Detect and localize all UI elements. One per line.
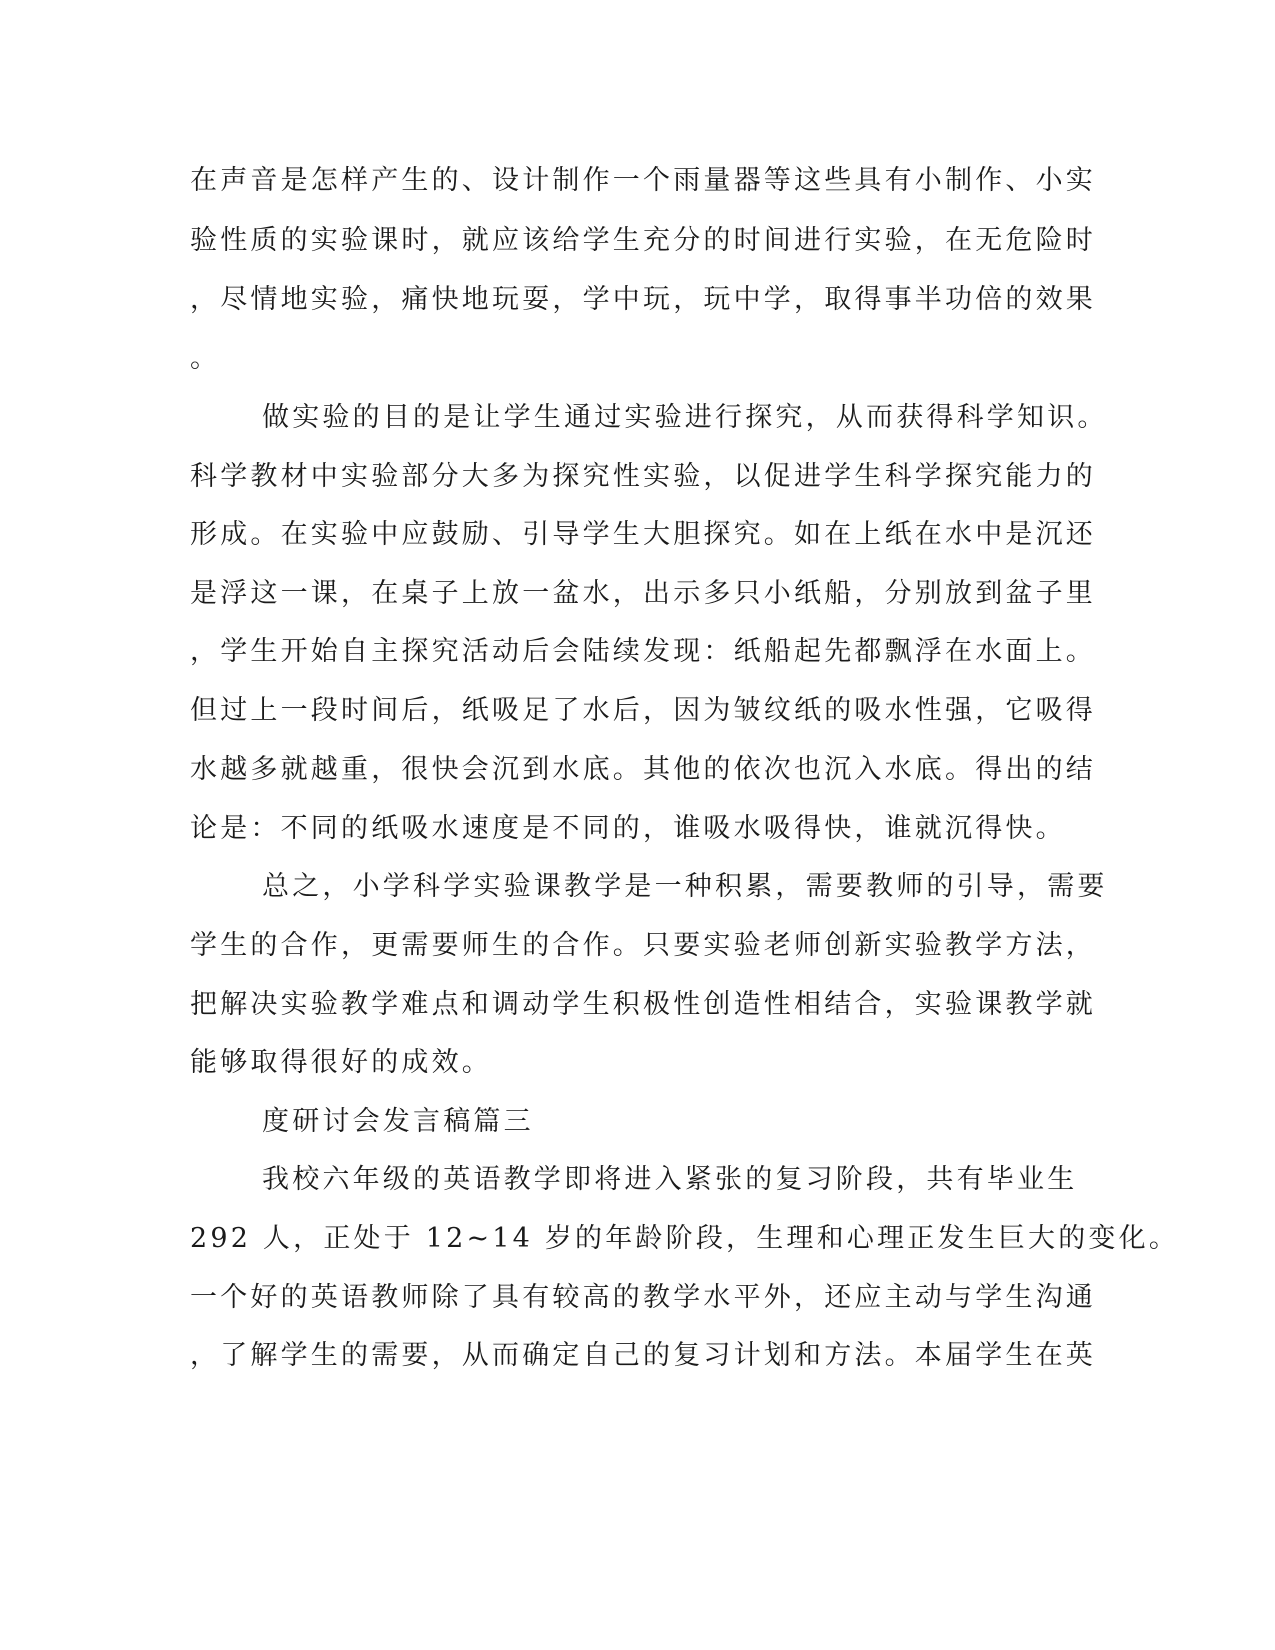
text-line: 一个好的英语教师除了具有较高的教学水平外，还应主动与学生沟通	[190, 1282, 1096, 1313]
text-line: ，学生开始自主探究活动后会陆续发现：纸船起先都飘浮在水面上。	[190, 636, 1096, 667]
text-line: 学生的合作，更需要师生的合作。只要实验老师创新实验教学方法，	[190, 930, 1096, 961]
text-line: 在声音是怎样产生的、设计制作一个雨量器等这些具有小制作、小实	[190, 165, 1096, 196]
text-line: 但过上一段时间后，纸吸足了水后，因为皱纹纸的吸水性强，它吸得	[190, 695, 1096, 726]
text-line: 验性质的实验课时，就应该给学生充分的时间进行实验，在无危险时	[190, 225, 1096, 256]
text-line: 水越多就越重，很快会沉到水底。其他的依次也沉入水底。得出的结	[190, 754, 1096, 785]
paragraph-first-line: 我校六年级的英语教学即将进入紧张的复习阶段，共有毕业生	[262, 1164, 1078, 1195]
section-heading: 度研讨会发言稿篇三	[262, 1106, 534, 1137]
text-line: 形成。在实验中应鼓励、引导学生大胆探究。如在上纸在水中是沉还	[190, 519, 1096, 550]
paragraph-first-line: 做实验的目的是让学生通过实验进行探究，从而获得科学知识。	[262, 402, 1108, 433]
text-line: 科学教材中实验部分大多为探究性实验，以促进学生科学探究能力的	[190, 461, 1096, 492]
text-line: 能够取得很好的成效。	[190, 1047, 492, 1078]
text-line: 292 人，正处于 12~14 岁的年龄阶段，生理和心理正发生巨大的变化。	[190, 1223, 1180, 1254]
text-line: 论是：不同的纸吸水速度是不同的，谁吸水吸得快，谁就沉得快。	[190, 813, 1066, 844]
paragraph-first-line: 总之，小学科学实验课教学是一种积累，需要教师的引导，需要	[262, 871, 1108, 902]
text-line: 是浮这一课，在桌子上放一盆水，出示多只小纸船，分别放到盆子里	[190, 578, 1096, 609]
text-line: 把解决实验教学难点和调动学生积极性创造性相结合，实验课教学就	[190, 989, 1096, 1020]
text-line: 。	[190, 343, 221, 374]
text-line: ，了解学生的需要，从而确定自己的复习计划和方法。本届学生在英	[190, 1340, 1096, 1371]
text-line: ，尽情地实验，痛快地玩耍，学中玩，玩中学，取得事半功倍的效果	[190, 284, 1096, 315]
